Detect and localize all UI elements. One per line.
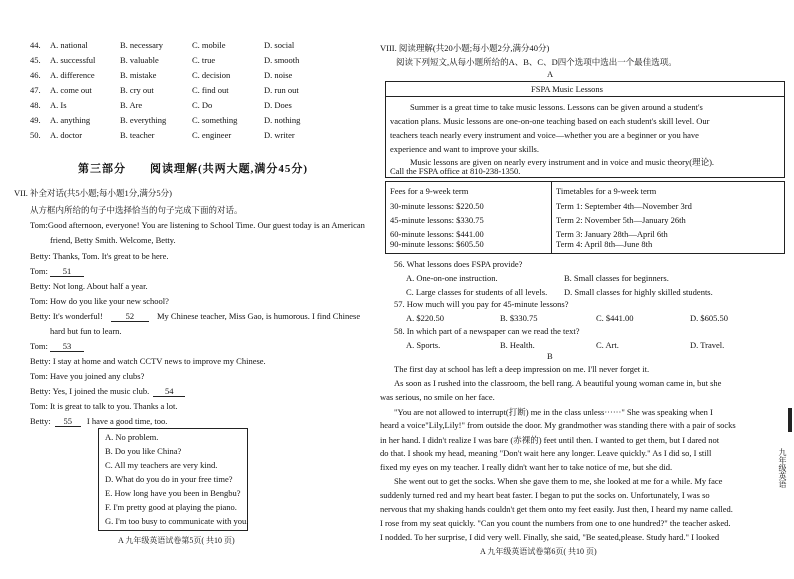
q56-option[interactable]: B. Small classes for beginners.	[564, 273, 669, 283]
box-para-line: Summer is a great time to take music lessons. Lessons can be given around a student's	[410, 102, 703, 112]
answer-option-c[interactable]: C. Do	[192, 100, 213, 110]
answer-option-b[interactable]: B. Are	[120, 100, 143, 110]
mc-question-row	[0, 115, 380, 129]
question-number: 49.	[30, 115, 41, 125]
answer-option-d[interactable]: D. writer	[264, 130, 295, 140]
blank-51[interactable]: 51	[50, 266, 84, 277]
q57-option[interactable]: A. $220.50	[406, 313, 445, 323]
fee-row: 90-minute lessons: $605.50	[390, 239, 484, 249]
dialogue-line: Betty: It's wonderful! 52 My Chinese teacher, Miss Gao, is humorous. I find Chinese	[30, 311, 361, 321]
answer-option-d[interactable]: D. noise	[264, 70, 293, 80]
box-para-line: experience and want to improve your skills.	[390, 144, 539, 154]
dialogue-line: Tom: Have you joined any clubs?	[30, 371, 145, 381]
dialogue-line: Betty: 55 I have a good time, too.	[30, 416, 168, 426]
answer-option-c[interactable]: C. engineer	[192, 130, 232, 140]
option-c: C. All my teachers are very kind.	[105, 460, 218, 470]
answer-option-b[interactable]: B. teacher	[120, 130, 155, 140]
passage-a-label: A	[547, 69, 554, 79]
answer-option-a[interactable]: A. Is	[50, 100, 67, 110]
passage-b-line: I rose from my seat quickly. "Can you count the numbers from one to one hundred?" the teacher asked.	[380, 518, 731, 528]
passage-b-line: fixed my eyes on my teacher. I really didn't want her to take notice of me, but she did.	[380, 462, 673, 472]
fees-timetable-table	[385, 181, 785, 254]
question-number: 45.	[30, 55, 41, 65]
option-a: A. No problem.	[105, 432, 159, 442]
answer-option-a[interactable]: A. successful	[50, 55, 96, 65]
answer-option-b[interactable]: B. everything	[120, 115, 167, 125]
q58-option[interactable]: C. Art.	[596, 340, 619, 350]
dialogue-line: Tom:Good afternoon, everyone! You are listening to School Time. Our guest today is an American	[30, 220, 365, 230]
dialogue-line: hard but fun to learn.	[50, 326, 122, 336]
answer-option-a[interactable]: A. come out	[50, 85, 92, 95]
box-para-line: Music lessons are given on nearly every instrument and in voice and music theory(理论).	[410, 157, 715, 167]
question-number: 47.	[30, 85, 41, 95]
answer-option-c[interactable]: C. find out	[192, 85, 229, 95]
answer-option-d[interactable]: D. social	[264, 40, 295, 50]
dialogue-line: Tom: It is great to talk to you. Thanks a lot.	[30, 401, 178, 411]
question-number: 46.	[30, 70, 41, 80]
q56-option[interactable]: D. Small classes for highly skilled students.	[564, 287, 713, 297]
answer-option-b[interactable]: B. cry out	[120, 85, 154, 95]
vii-title: VII. 补全对话(共5小题;每小题1分,满分5分)	[14, 188, 172, 198]
answer-option-d[interactable]: D. run out	[264, 85, 299, 95]
left-page	[0, 0, 380, 579]
answer-option-a[interactable]: A. doctor	[50, 130, 83, 140]
dialogue-line: Tom: 53	[30, 341, 84, 352]
question-56: 56. What lessons does FSPA provide?	[394, 259, 523, 269]
q56-option[interactable]: C. Large classes for students of all levels.	[406, 287, 548, 297]
q57-option[interactable]: D. $605.50	[690, 313, 729, 323]
timetable-row: Term 2: November 5th—January 26th	[556, 215, 686, 225]
timetable-title: Timetables for a 9-week term	[556, 186, 657, 196]
question-57: 57. How much will you pay for 45-minute lessons?	[394, 299, 569, 309]
blank-53[interactable]: 53	[50, 341, 84, 352]
answer-option-c[interactable]: C. decision	[192, 70, 231, 80]
answer-option-a[interactable]: A. anything	[50, 115, 91, 125]
section3-title: 第三部分 阅读理解(共两大题,满分45分)	[78, 163, 309, 175]
q57-option[interactable]: B. $330.75	[500, 313, 538, 323]
blank-54[interactable]: 54	[153, 386, 185, 397]
question-number: 48.	[30, 100, 41, 110]
passage-b-line: was serious, no smile on her face.	[380, 392, 495, 402]
fee-row: 30-minute lessons: $220.50	[390, 201, 484, 211]
timetable-row: Term 1: September 4th—November 3rd	[556, 201, 692, 211]
timetable-row: Term 3: January 28th—April 6th	[556, 229, 668, 239]
dialogue-line: Betty: Yes, I joined the music club. 54	[30, 386, 185, 397]
blank-55[interactable]: 55	[55, 416, 81, 427]
answer-option-a[interactable]: A. difference	[50, 70, 95, 80]
option-d: D. What do you do in your free time?	[105, 474, 233, 484]
q56-option[interactable]: A. One-on-one instruction.	[406, 273, 498, 283]
right-page	[372, 0, 794, 579]
margin-mark	[788, 408, 792, 432]
mc-question-row	[0, 130, 380, 144]
answer-option-b[interactable]: B. valuable	[120, 55, 159, 65]
question-number: 44.	[30, 40, 41, 50]
passage-b-label: B	[547, 351, 553, 361]
page-footer-left: A 九年级英语试卷第5页( 共10 页)	[118, 536, 235, 545]
passage-b-line: "You are not allowed to interrupt(打断) me in the class unless······" She was speaking when I	[394, 407, 713, 417]
fee-row: 60-minute lessons: $441.00	[390, 229, 484, 239]
passage-b-line: nervous that my shaking hands couldn't get them onto my feet easily. Just then, I heard my name called.	[380, 504, 733, 514]
vii-instruction: 从方框内所给的句子中选择恰当的句子完成下面的对话。	[30, 205, 243, 215]
box-para-line: teachers teach nearly every instrument and voice—whether you are a beginner or you have	[390, 130, 699, 140]
answer-option-d[interactable]: D. Does	[264, 100, 292, 110]
mc-question-row	[0, 85, 380, 99]
dialogue-line: Tom: 51	[30, 266, 84, 277]
timetable-row: Term 4: April 8th—June 8th	[556, 239, 653, 249]
q57-option[interactable]: C. $441.00	[596, 313, 634, 323]
box-para-line: vacation plans. Music lessons are one-on-one teaching based on each student's skill level. Our	[390, 116, 710, 126]
answer-option-a[interactable]: A. national	[50, 40, 88, 50]
q58-option[interactable]: A. Sports.	[406, 340, 441, 350]
mc-question-row	[0, 100, 380, 114]
option-f: F. I'm pretty good at playing the piano.	[105, 502, 237, 512]
answer-option-c[interactable]: C. something	[192, 115, 238, 125]
option-e: E. How long have you been in Bengbu?	[105, 488, 241, 498]
passage-b-line: heard a voice"Lily,Lily!" from outside the door. My grandmother was standing there with a pair of socks	[380, 420, 736, 430]
blank-52[interactable]: 52	[111, 311, 149, 322]
box-title: FSPA Music Lessons	[531, 84, 603, 94]
viii-title: VIII. 阅读理解(共20小题;每小题2分,满分40分)	[380, 43, 550, 53]
passage-b-line: She went out to get the socks. When she gave them to me, she looked at me for a while. My face	[394, 476, 723, 486]
option-b: B. Do you like China?	[105, 446, 182, 456]
passage-b-line: The first day at school has left a deep impression on me. I'll never forget it.	[394, 364, 650, 374]
page-footer-right: A 九年级英语试卷第6页( 共10 页)	[480, 547, 597, 556]
mc-question-row	[0, 70, 380, 84]
options-box	[98, 428, 248, 531]
side-label: 九年级英语	[778, 448, 787, 488]
answer-option-b[interactable]: B. mistake	[120, 70, 157, 80]
answer-option-c[interactable]: C. true	[192, 55, 216, 65]
dialogue-line: Betty: Not long. About half a year.	[30, 281, 148, 291]
question-number: 50.	[30, 130, 41, 140]
passage-b-line: do that. I shook my head, meaning "Don't wait here any longer. Leave quickly." As I did so, I still	[380, 448, 712, 458]
fee-row: 45-minute lessons: $330.75	[390, 215, 484, 225]
mc-question-row	[0, 40, 380, 54]
viii-instruction: 阅读下列短文,从每小题所给的A、B、C、D四个选项中选出一个最佳选项。	[396, 57, 677, 67]
passage-b-line: I nodded. To her surprise, I did very well. Finally, she said, "Be seated,please. Study hard." I looked	[380, 532, 720, 542]
q58-option[interactable]: B. Health.	[500, 340, 535, 350]
fspa-info-box	[385, 81, 785, 178]
passage-b-line: suddenly turned red and my heart beat faster. I began to put the socks on. Unfortunately, I was so	[380, 490, 710, 500]
question-58: 58. In which part of a newspaper can we read the text?	[394, 326, 580, 336]
answer-option-d[interactable]: D. smooth	[264, 55, 300, 65]
passage-b-line: in her hand. I didn't realize I was bare (赤裸的) feet until then. I wanted to get them, but I dared not	[380, 435, 720, 445]
dialogue-line: Betty: Thanks, Tom. It's great to be here.	[30, 251, 169, 261]
dialogue-line: friend, Betty Smith. Welcome, Betty.	[50, 235, 176, 245]
dialogue-line: Tom: How do you like your new school?	[30, 296, 169, 306]
mc-question-row	[0, 55, 380, 69]
answer-option-b[interactable]: B. necessary	[120, 40, 163, 50]
box-para-line: Call the FSPA office at 810-238-1350.	[390, 166, 521, 176]
answer-option-c[interactable]: C. mobile	[192, 40, 226, 50]
fees-title: Fees for a 9-week term	[390, 186, 469, 196]
passage-b-line: As soon as I rushed into the classroom, the bell rang. A beautiful young woman came in, but she	[394, 378, 722, 388]
answer-option-d[interactable]: D. nothing	[264, 115, 301, 125]
dialogue-line: Betty: I stay at home and watch CCTV news to improve my Chinese.	[30, 356, 266, 366]
option-g: G. I'm too busy to communicate with you.	[105, 516, 249, 526]
q58-option[interactable]: D. Travel.	[690, 340, 725, 350]
